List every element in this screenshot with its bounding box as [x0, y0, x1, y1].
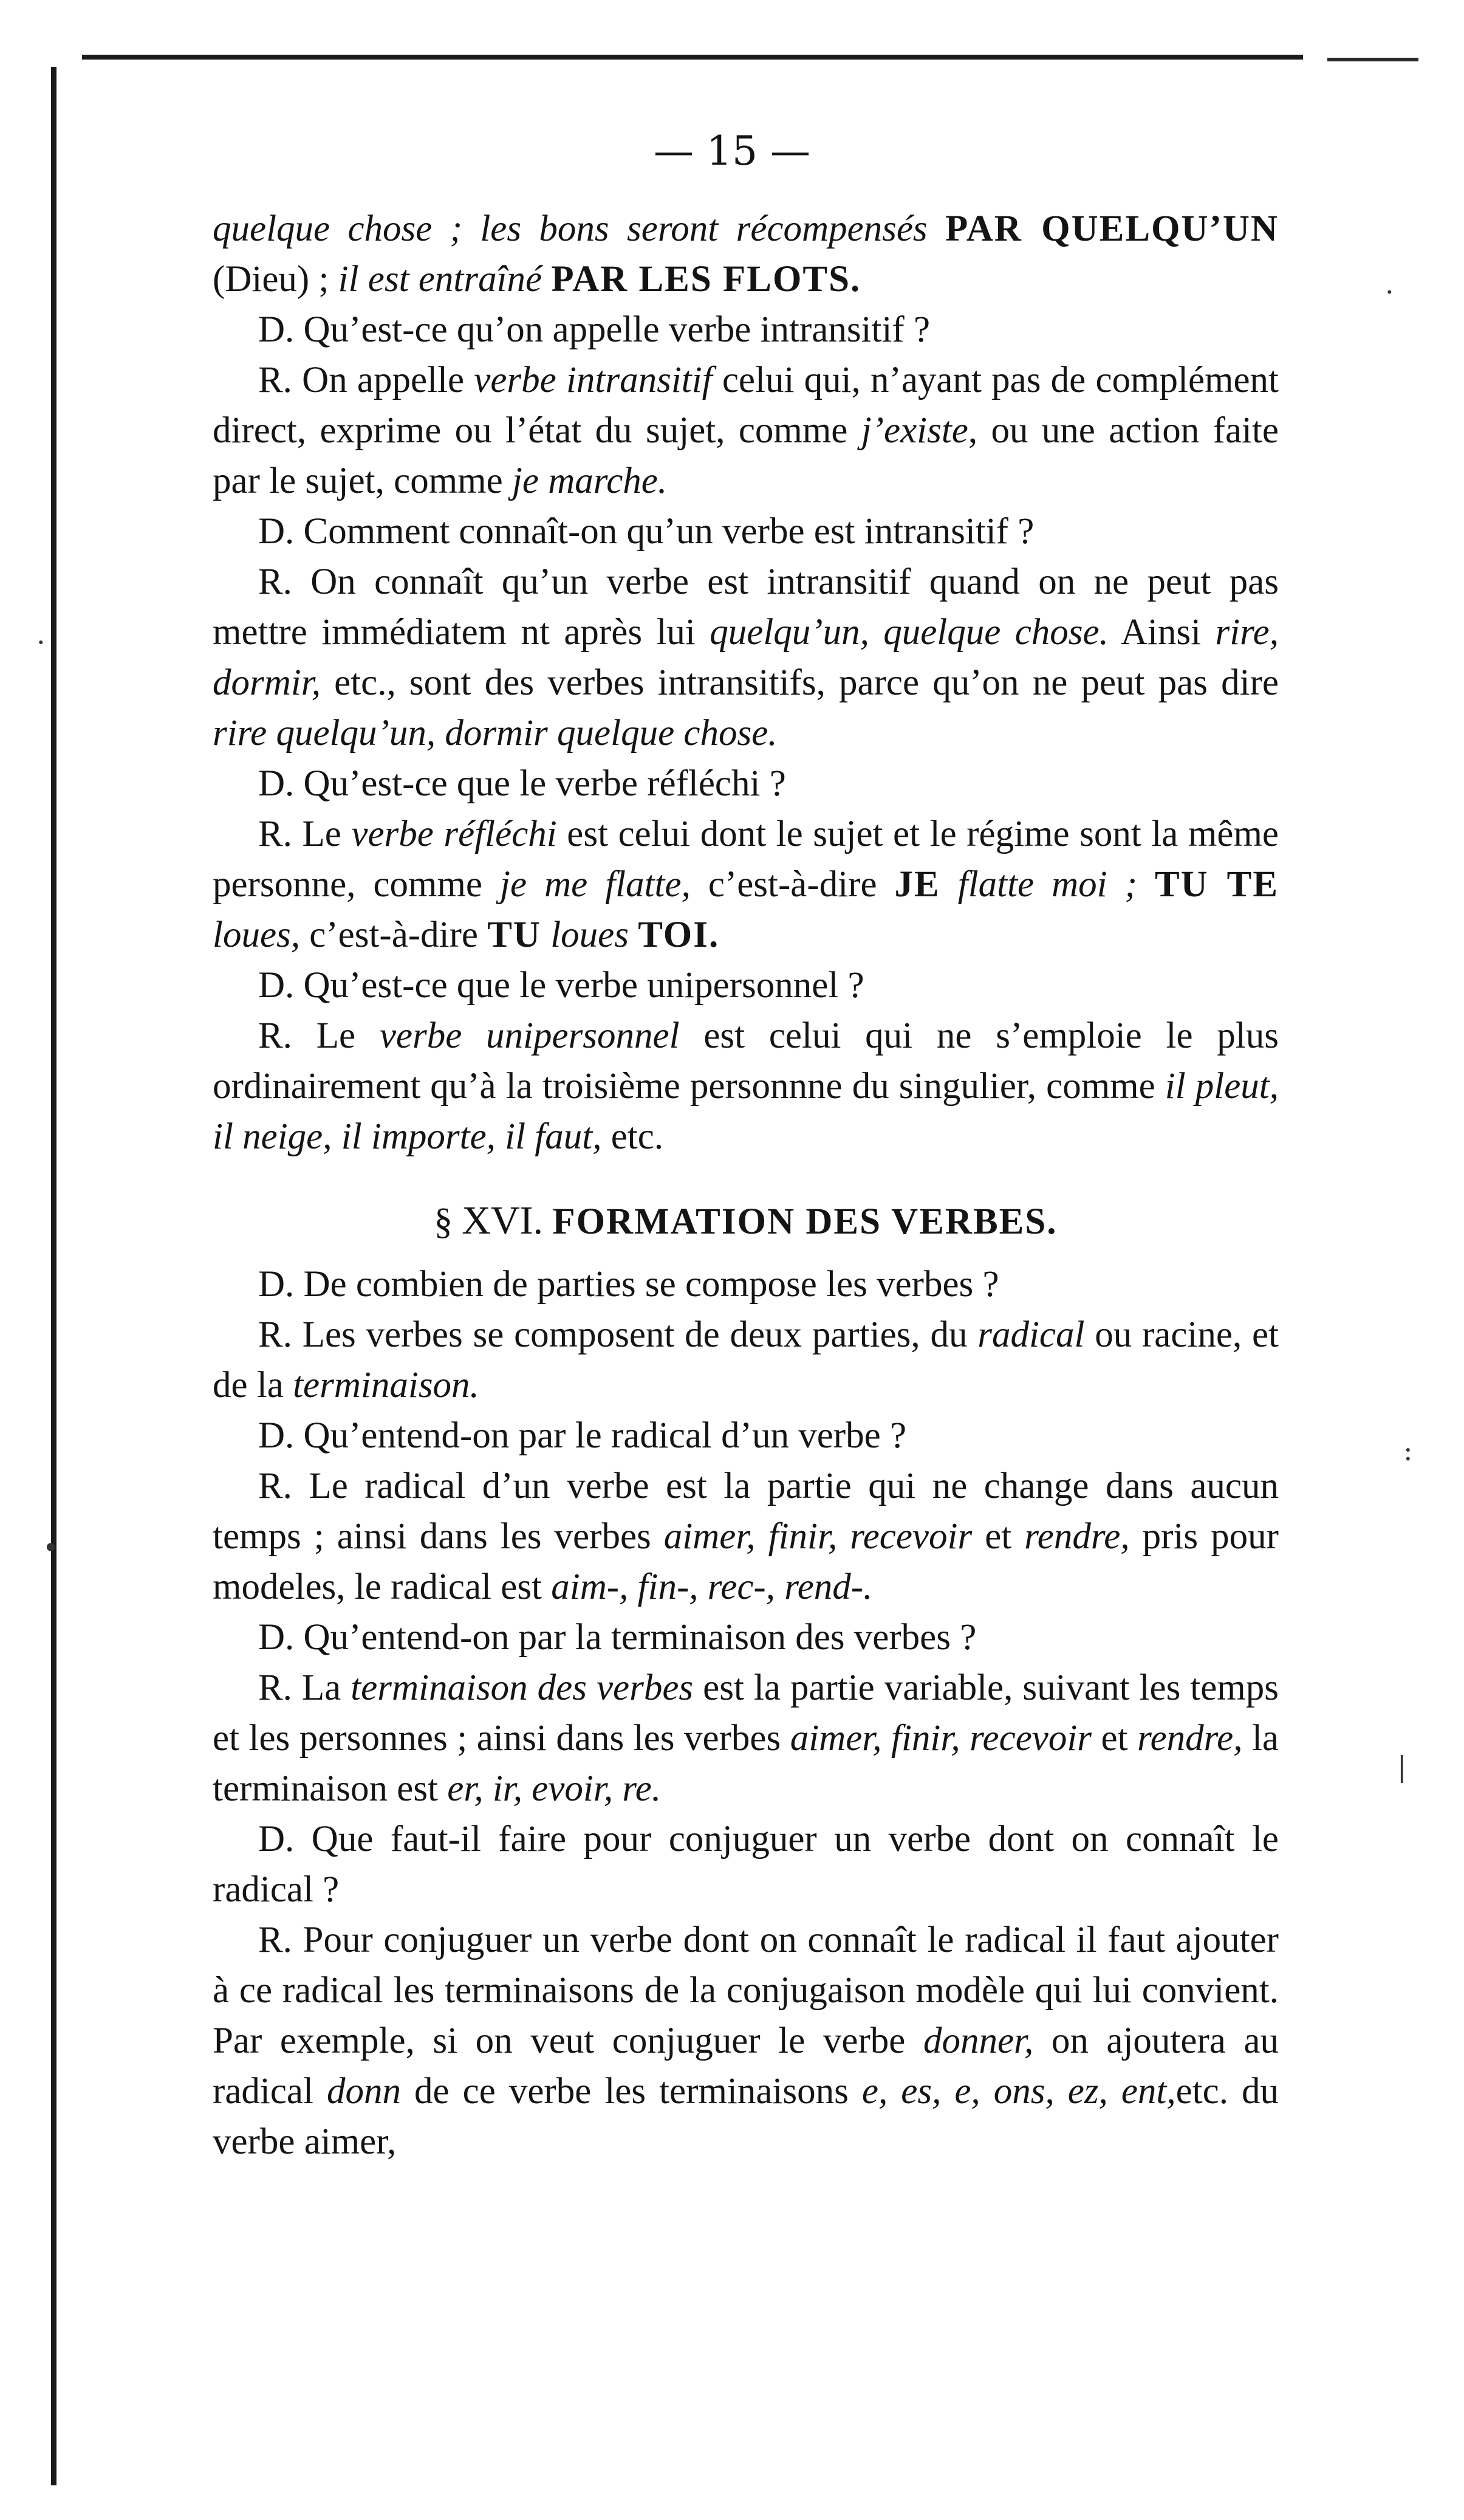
paragraph: [213, 1915, 1279, 2167]
paragraph: [213, 1410, 1279, 1461]
paragraph: [213, 1310, 1279, 1410]
text-run: , ou une action faite par le sujet, comme: [213, 410, 1279, 501]
section-number: XVI.: [462, 1198, 544, 1243]
paragraph: [213, 204, 1279, 304]
margin-speck: ·: [36, 626, 46, 659]
text-run: on ajoutera au radical: [213, 2020, 1279, 2112]
text-run: R. Le: [258, 814, 352, 854]
paragraph: [213, 758, 1279, 809]
italic-text: il pleut, il neige, il importe, il faut,: [213, 1066, 1279, 1157]
text-run: et: [972, 1516, 1025, 1557]
section-sign: §: [434, 1201, 453, 1242]
text-run: la terminaison est: [213, 1718, 1279, 1809]
italic-text: aimer, finir, recevoir: [790, 1718, 1092, 1759]
paragraph: [213, 960, 1279, 1011]
italic-text: loues: [541, 915, 638, 955]
text-run: R. Les verbes se composent de deux parties, du: [258, 1314, 978, 1355]
small-caps-text: JE: [894, 864, 940, 905]
text-run: R. On appelle: [258, 360, 474, 400]
paragraph: [213, 557, 1279, 758]
italic-text: radical: [977, 1314, 1085, 1355]
italic-text: il est entraîné: [338, 259, 552, 300]
text-run: de ce verbe les terminaisons: [400, 2071, 862, 2112]
text-run: R. Pour conjuguer un verbe dont on connaît le radical il faut ajouter à ce radical les terminaisons de la conjugaison modèle qui lui convient. Par exemple, si on veut conjuguer le verbe: [213, 1920, 1279, 2061]
text-run: c’est-à-dire: [690, 864, 895, 905]
text-run: (Dieu) ;: [213, 259, 338, 300]
text-run: ou racine, et de la: [213, 1314, 1279, 1406]
text-run: R. On connaît qu’un verbe est intransitif quand on ne peut pas mettre immédiatem nt après lui: [213, 561, 1279, 653]
margin-speck: •: [43, 1531, 60, 1564]
italic-text: terminaison des verbes: [351, 1667, 694, 1708]
italic-text: je me flatte,: [500, 864, 691, 905]
paragraph: [213, 1612, 1279, 1663]
small-caps-text: TOI.: [638, 915, 720, 955]
small-caps-text: TU TE: [1154, 864, 1279, 905]
italic-text: e, es, e, ons, ez, ent,: [861, 2071, 1176, 2112]
margin-speck: |: [1397, 1750, 1407, 1783]
italic-text: rire quelqu’un, dormir quelque chose.: [213, 713, 778, 754]
italic-text: quelqu’un, quelque chose.: [710, 612, 1109, 653]
italic-text: aimer, finir, recevoir: [663, 1516, 973, 1557]
paragraph: [213, 355, 1279, 506]
small-caps-text: PAR QUELQU’UN: [945, 208, 1279, 249]
italic-text: rendre,: [1137, 1718, 1243, 1759]
text-run: R. La: [258, 1667, 351, 1708]
text-run: c’est-à-dire: [300, 915, 488, 955]
text-run: etc. du verbe aimer,: [213, 2071, 1279, 2162]
text-run: pris pour modeles, le radical est: [213, 1516, 1279, 1607]
text-run: et: [1092, 1718, 1138, 1759]
text-run: D. Qu’est-ce que le verbe réfléchi ?: [258, 763, 786, 804]
italic-text: aim-, fin-, rec-, rend-.: [551, 1567, 873, 1607]
paragraphs-before-heading: [213, 204, 1279, 1162]
paragraph: [213, 1011, 1279, 1162]
text-run: celui qui, n’ayant pas de complément direct, exprime ou l’état du sujet, comme: [213, 360, 1279, 451]
text-run: Ainsi: [1108, 612, 1216, 653]
paragraph: [213, 809, 1279, 960]
italic-text: rendre,: [1024, 1516, 1130, 1557]
italic-text: terminaison.: [293, 1365, 479, 1406]
text-run: D. Qu’entend-on par la terminaison des verbes ?: [258, 1617, 977, 1658]
italic-text: donn: [326, 2071, 401, 2112]
text-run: D. Comment connaît-on qu’un verbe est intransitif ?: [258, 511, 1035, 552]
paragraphs-after-heading: [213, 1259, 1279, 2167]
italic-text: quelque chose ;: [213, 208, 481, 249]
top-rule-fragment: [1327, 58, 1418, 61]
italic-text: j’existe: [861, 410, 968, 451]
italic-text: verbe réfléchi: [351, 814, 557, 854]
italic-text: les bons seront récompensés: [480, 208, 945, 249]
italic-text: donner,: [923, 2020, 1034, 2061]
left-binding-edge: [51, 67, 56, 2485]
text-run: D. Que faut-il faire pour conjuguer un verbe dont on connaît le radical ?: [213, 1819, 1279, 1910]
top-rule: [82, 55, 1303, 60]
italic-text: verbe intransitif: [474, 360, 713, 400]
body-text: [213, 204, 1279, 2167]
text-run: est la partie variable, suivant les temps et les personnes ; ainsi dans les verbes: [213, 1667, 1279, 1759]
margin-speck: :: [1403, 1434, 1413, 1467]
italic-text: flatte moi ;: [940, 864, 1155, 905]
section-heading: [213, 1195, 1279, 1247]
margin-speck: .: [1385, 267, 1394, 300]
page-number: — 15 —: [654, 128, 810, 174]
text-run: D. Qu’entend-on par le radical d’un verbe ?: [258, 1415, 907, 1456]
paragraph: [213, 1259, 1279, 1310]
section-title: FORMATION DES VERBES.: [552, 1201, 1058, 1242]
paragraph: [213, 1663, 1279, 1814]
italic-text: verbe unipersonnel: [379, 1015, 680, 1056]
text-run: est celui dont le sujet et le régime sont la même personne, comme: [213, 814, 1279, 905]
text-run: R. Le: [258, 1015, 380, 1056]
italic-text: rire, dormir,: [213, 612, 1279, 703]
text-run: est celui qui ne s’emploie le plus ordinairement qu’à la troisième personnne du singulier, comme: [213, 1015, 1279, 1107]
paragraph: [213, 1814, 1279, 1915]
small-caps-text: TU: [487, 915, 541, 955]
paragraph: [213, 1461, 1279, 1612]
small-caps-text: PAR LES FLOTS.: [551, 259, 861, 300]
italic-text: loues,: [213, 915, 301, 955]
text-run: etc.: [601, 1116, 664, 1157]
text-run: R. Le radical d’un verbe est la partie qui ne change dans aucun temps ; ainsi dans les verbes: [213, 1466, 1279, 1557]
italic-text: er, ir, evoir, re.: [447, 1768, 662, 1809]
italic-text: je marche.: [511, 461, 668, 501]
paragraph: [213, 506, 1279, 557]
paragraph: [213, 304, 1279, 355]
text-run: etc., sont des verbes intransitifs, parce qu’on ne peut pas dire: [320, 662, 1279, 703]
text-run: D. Qu’est-ce que le verbe unipersonnel ?: [258, 965, 864, 1006]
text-run: D. Qu’est-ce qu’on appelle verbe intransitif ?: [258, 309, 931, 350]
text-run: D. De combien de parties se compose les verbes ?: [258, 1264, 999, 1305]
